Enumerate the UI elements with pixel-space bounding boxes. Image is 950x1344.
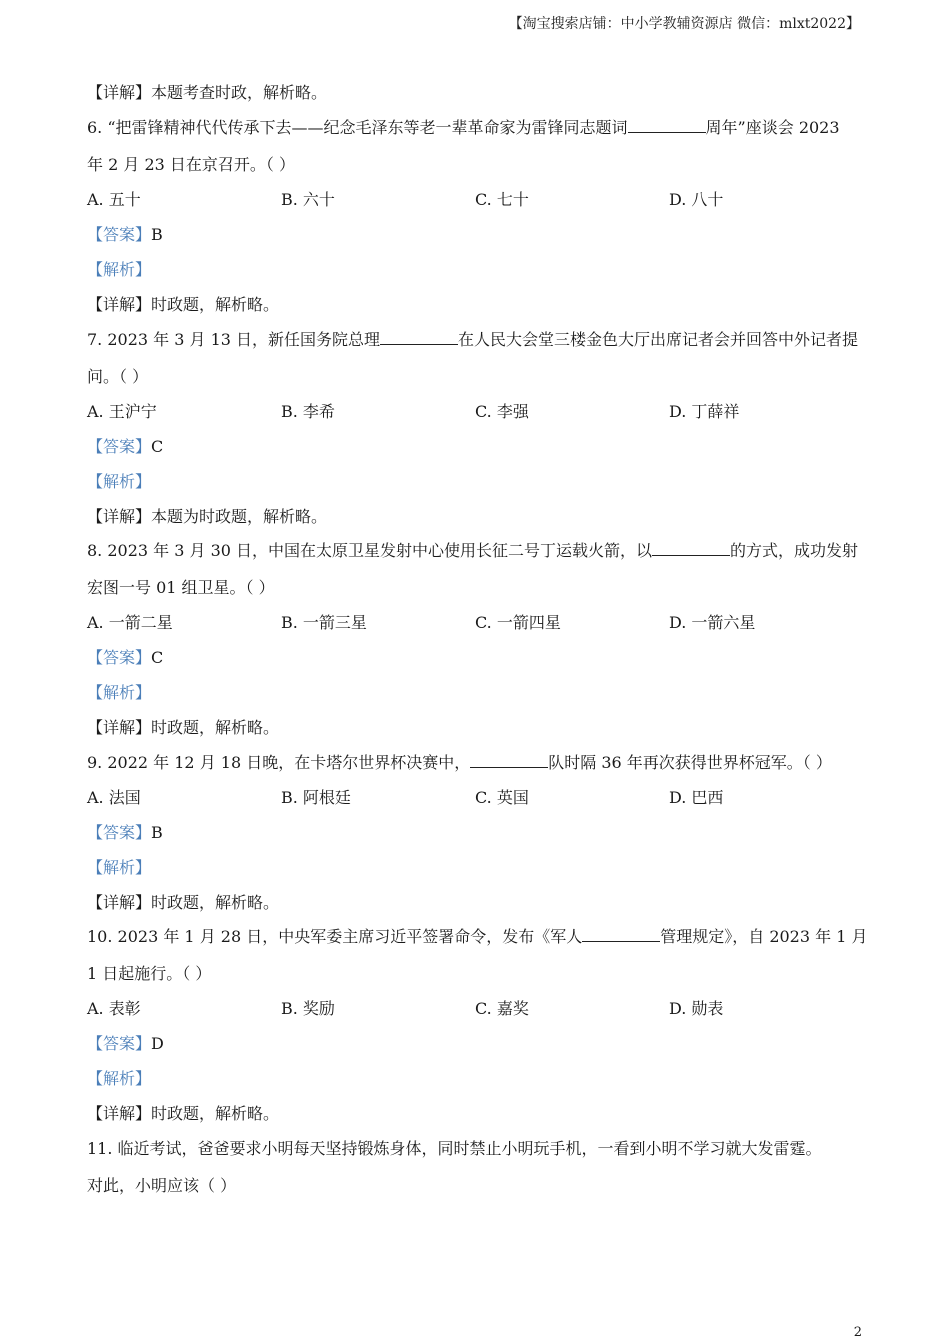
answer-value: B	[151, 823, 163, 842]
answer-line	[87, 434, 163, 457]
analysis-label: 【解析】	[87, 260, 152, 279]
option-d: D. 丁薛祥	[669, 402, 740, 421]
question-11-line1: 11. 临近考试，爸爸要求小明每天坚持锻炼身体，同时禁止小明玩手机，一看到小明不学习就大发雷霆。	[87, 1139, 822, 1158]
question-stem-text: 周年”座谈会 2023	[705, 118, 840, 137]
page-header: 【淘宝搜索店铺：中小学教辅资源店 微信：mlxt2022】	[508, 16, 860, 32]
option-d: D. 巴西	[669, 788, 724, 807]
answer-value: C	[151, 648, 164, 667]
detail-line: 【详解】时政题，解析略。	[87, 295, 280, 314]
detail-line: 【详解】时政题，解析略。	[87, 718, 280, 737]
question-stem-line2: 年 2 月 23 日在京召开。（ ）	[87, 155, 295, 174]
option-c: C. 一箭四星	[475, 613, 561, 632]
question-stem	[87, 538, 858, 561]
analysis-label: 【解析】	[87, 683, 152, 702]
answer-blank	[582, 927, 660, 942]
analysis-label: 【解析】	[87, 858, 152, 877]
answer-label: 【答案】	[87, 225, 152, 244]
answer-label: 【答案】	[87, 437, 152, 456]
answer-value: B	[151, 225, 163, 244]
detail-line: 【详解】时政题，解析略。	[87, 893, 280, 912]
option-b: B. 阿根廷	[281, 788, 351, 807]
option-a: A. 法国	[87, 788, 141, 807]
answer-line	[87, 645, 163, 668]
question-stem-line2: 问。（ ）	[87, 367, 149, 386]
answer-blank	[628, 118, 706, 133]
question-stem	[87, 924, 867, 947]
option-b: B. 李希	[281, 402, 335, 421]
option-c: C. 李强	[475, 402, 529, 421]
question-stem	[87, 750, 832, 773]
option-b: B. 奖励	[281, 999, 335, 1018]
option-b: B. 六十	[281, 190, 335, 209]
option-c: C. 嘉奖	[475, 999, 529, 1018]
option-d: D. 一箭六星	[669, 613, 756, 632]
option-a: A. 王沪宁	[87, 402, 157, 421]
answer-label: 【答案】	[87, 823, 152, 842]
analysis-label: 【解析】	[87, 1069, 152, 1088]
answer-line	[87, 222, 163, 245]
answer-value: C	[151, 437, 164, 456]
answer-blank	[470, 753, 548, 768]
option-a: A. 表彰	[87, 999, 141, 1018]
option-c: C. 英国	[475, 788, 529, 807]
question-11-line2: 对此，小明应该（ ）	[87, 1176, 237, 1195]
question-stem-text: 6. “把雷锋精神代代传承下去——纪念毛泽东等老一辈革命家为雷锋同志题词	[87, 118, 628, 137]
question-stem-text: 9. 2022 年 12 月 18 日晚，在卡塔尔世界杯决赛中，	[87, 753, 471, 772]
question-stem-line2: 1 日起施行。（ ）	[87, 964, 212, 983]
answer-label: 【答案】	[87, 648, 152, 667]
question-stem-text: 管理规定》，自 2023 年 1 月	[660, 927, 868, 946]
answer-label: 【答案】	[87, 1034, 152, 1053]
question-stem	[87, 327, 858, 350]
option-a: A. 五十	[87, 190, 141, 209]
question-stem-text: 在人民大会堂三楼金色大厅出席记者会并回答中外记者提	[458, 330, 859, 349]
question-stem	[87, 115, 840, 138]
option-d: D. 八十	[669, 190, 724, 209]
option-d: D. 勋表	[669, 999, 724, 1018]
option-c: C. 七十	[475, 190, 529, 209]
question-stem-text: 的方式，成功发射	[730, 541, 859, 560]
answer-value: D	[151, 1034, 164, 1053]
answer-line	[87, 1031, 164, 1054]
question-stem-text: 8. 2023 年 3 月 30 日，中国在太原卫星发射中心使用长征二号丁运载火箭，以	[87, 541, 653, 560]
page-number: 2	[853, 1325, 862, 1340]
detail-line: 【详解】时政题，解析略。	[87, 1104, 280, 1123]
analysis-label: 【解析】	[87, 472, 152, 491]
detail-line: 【详解】本题考查时政，解析略。	[87, 83, 328, 102]
question-stem-line2: 宏图一号 01 组卫星。（ ）	[87, 578, 275, 597]
option-a: A. 一箭二星	[87, 613, 173, 632]
answer-line	[87, 820, 163, 843]
question-stem-text: 队时隔 36 年再次获得世界杯冠军。（ ）	[548, 753, 832, 772]
detail-line: 【详解】本题为时政题，解析略。	[87, 507, 328, 526]
question-stem-text: 7. 2023 年 3 月 13 日，新任国务院总理	[87, 330, 381, 349]
answer-blank	[652, 541, 730, 556]
question-stem-text: 10. 2023 年 1 月 28 日，中央军委主席习近平签署命令，发布《军人	[87, 927, 583, 946]
option-b: B. 一箭三星	[281, 613, 367, 632]
answer-blank	[380, 330, 458, 345]
